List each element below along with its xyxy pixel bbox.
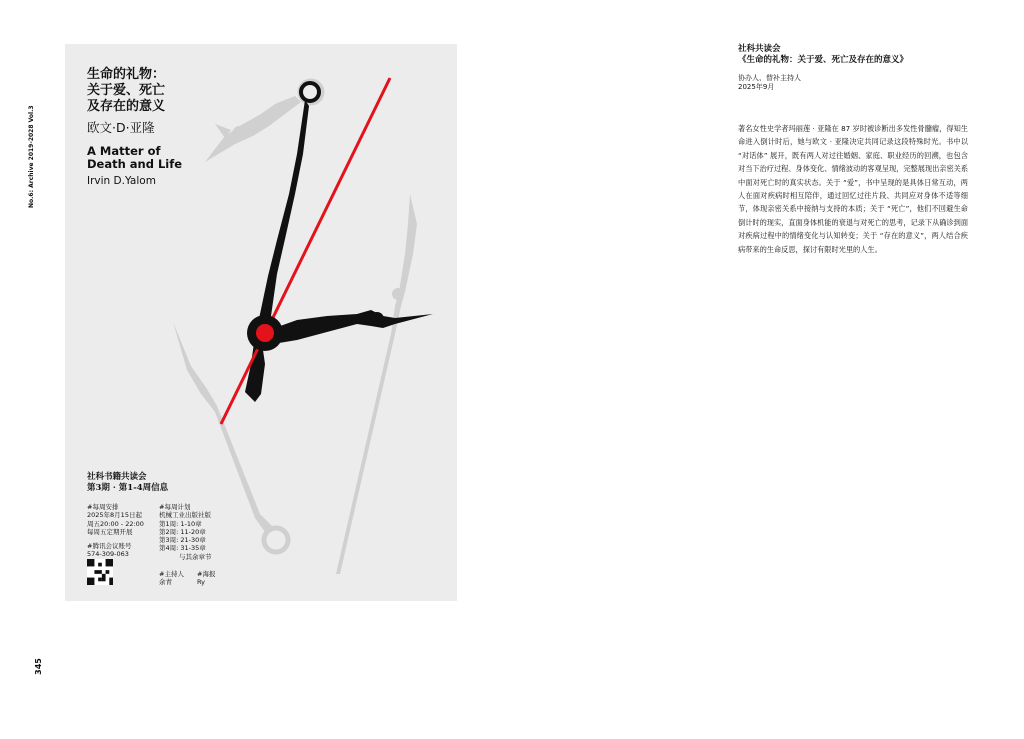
schedule-line: 周五20:00 - 22:00 bbox=[87, 519, 144, 528]
poster-host bbox=[159, 570, 184, 587]
spine-label: No.6: Archive 2019-2028 Vol.3 bbox=[28, 105, 35, 208]
poster-title-en-line: A Matter of bbox=[87, 144, 161, 158]
poster-event-line: 第3期 · 第1-4周信息 bbox=[87, 483, 169, 493]
poster-schedule bbox=[87, 503, 144, 559]
poster-title-cn bbox=[87, 67, 165, 115]
right-subtitle-line: 2025年9月 bbox=[738, 83, 775, 91]
plan-line: 第2周: 11-20章 bbox=[159, 527, 206, 536]
plan-line: 机械工业出版社版 bbox=[159, 511, 211, 520]
schedule-line: 2025年8月15日起 bbox=[87, 511, 142, 520]
plan-line: 第1周: 1-10章 bbox=[159, 519, 202, 528]
right-body-text: 著名女性史学者玛丽莲 · 亚隆在 87 岁时被诊断出多发性骨髓瘤，得知生命进入倒计时后，她与欧文 · 亚隆决定共同记录这段特殊时光。书中以 “对话体” 展开，既有两人对过往婚姻、家庭、职业经历的回溯，也包含对当下治疗过程、身体变化、情绪波动的客观呈现，完整展现出亲密关系中面对死亡时的真实状态。关于 “爱”，书中呈现的是具体日常互动，两人在面对疾病时相互陪伴，通过回忆过往片段、共同应对身体不适等细节，体现亲密关系中接纳与支持的本质；关于 “死亡”，他们不回避生命倒计时的现实，直面身体机能的衰退与对死亡的思考，记录下从确诊到面对疾病过程中的情绪变化与认知转变；关于 “存在的意义”，两人结合疾病带来的生命反思，探讨有限时光里的人生。 bbox=[738, 124, 969, 254]
poster-author-cn: 欧文·D·亚隆 bbox=[87, 120, 155, 135]
right-subtitle-line: 协办人、替补主持人 bbox=[738, 74, 801, 82]
schedule-heading: #每周安排 bbox=[87, 503, 119, 511]
poster-author-en: Irvin D.Yalom bbox=[87, 175, 156, 187]
right-title-line: 社科共读会 bbox=[738, 44, 781, 54]
poster-title-en-line: Death and Life bbox=[87, 157, 183, 171]
host-name: 余青 bbox=[159, 578, 172, 587]
right-title bbox=[738, 44, 908, 66]
plan-heading: #每周计划 bbox=[159, 503, 191, 511]
poster-event-line: 社科书籍共读会 bbox=[87, 472, 147, 482]
qr-code-icon bbox=[87, 559, 113, 585]
right-title-line: 《生命的礼物：关于爱、死亡及存在的意义》 bbox=[738, 55, 909, 65]
poster-event-title bbox=[87, 472, 168, 494]
poster-credit bbox=[197, 570, 215, 587]
meeting-id: 574-309-063 bbox=[87, 550, 129, 559]
meeting-heading: #腾讯会议账号 bbox=[87, 542, 132, 551]
plan-line: 第4周: 31-35章 bbox=[159, 544, 206, 553]
schedule-line: 每周五定期开展 bbox=[87, 527, 133, 536]
poster-title-cn-line: 关于爱、死亡 bbox=[87, 83, 166, 98]
credit-name: Ry bbox=[197, 578, 206, 587]
poster-title-cn-line: 及存在的意义 bbox=[87, 99, 166, 114]
host-label: #主持人 bbox=[159, 570, 184, 578]
plan-line: 第3周: 21-30章 bbox=[159, 536, 206, 545]
poster bbox=[65, 44, 457, 601]
right-subtitle bbox=[738, 74, 801, 92]
plan-line: 与其余章节 bbox=[179, 552, 212, 561]
page-number: 345 bbox=[33, 658, 43, 675]
poster-title-cn-line: 生命的礼物： bbox=[87, 67, 166, 82]
poster-title-en bbox=[87, 145, 217, 171]
poster-plan bbox=[159, 503, 212, 561]
credit-label: #海报 bbox=[197, 570, 216, 578]
